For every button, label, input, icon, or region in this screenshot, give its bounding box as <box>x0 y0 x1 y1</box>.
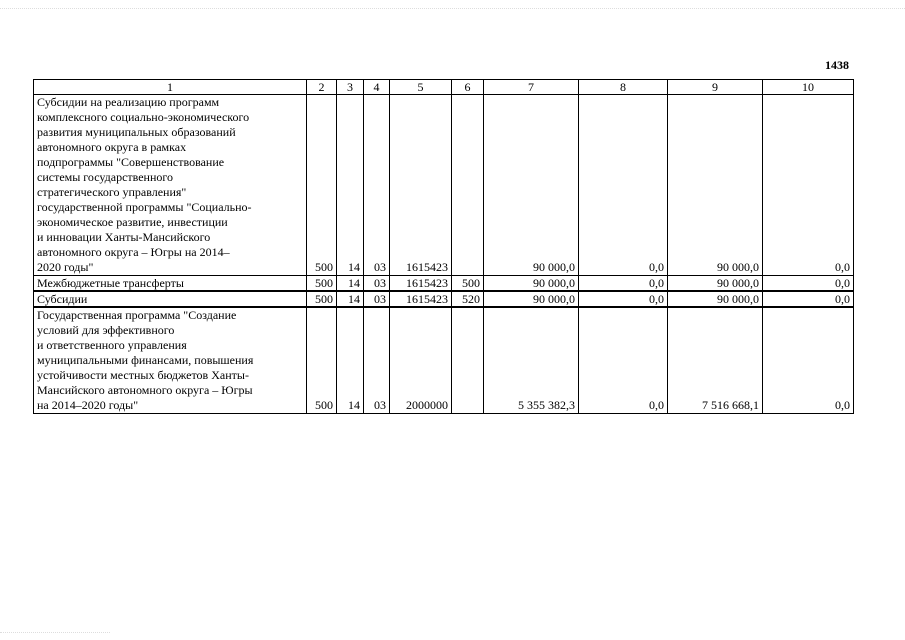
cell-c10: 0,0 <box>763 276 854 292</box>
cell-c8: 0,0 <box>579 307 668 414</box>
cell-c4: 03 <box>364 276 390 292</box>
cell-c10: 0,0 <box>763 291 854 307</box>
cell-c9: 90 000,0 <box>668 291 763 307</box>
scan-noise-top <box>0 8 905 11</box>
header-cell: 9 <box>668 80 763 95</box>
row-name: Межбюджетные трансферты <box>34 276 307 292</box>
cell-c9: 90 000,0 <box>668 276 763 292</box>
cell-c4: 03 <box>364 307 390 414</box>
cell-c10: 0,0 <box>763 95 854 276</box>
cell-c9: 90 000,0 <box>668 95 763 276</box>
page-number: 1438 <box>825 58 849 72</box>
cell-c7: 90 000,0 <box>484 291 579 307</box>
scan-noise-bottom <box>0 632 110 635</box>
cell-c2: 500 <box>307 95 337 276</box>
table-row <box>34 307 854 414</box>
cell-c6: 520 <box>452 291 484 307</box>
row-name: Субсидии на реализацию программ комплексного социально-экономического развития муниципальных образований автономного округа в рамках подпрограммы "Совершенствование системы государственного стратегического управления" государственной программы "Социально- экономическое развитие, инвестиции и инновации Ханты-Мансийского автономного округа – Югры на 2014– 2020 годы" <box>34 95 307 276</box>
cell-c7: 90 000,0 <box>484 95 579 276</box>
cell-c7: 5 355 382,3 <box>484 307 579 414</box>
cell-c8: 0,0 <box>579 291 668 307</box>
table-header-row <box>34 80 854 95</box>
header-cell: 6 <box>452 80 484 95</box>
budget-table <box>33 79 854 414</box>
cell-c3: 14 <box>337 291 364 307</box>
table-row <box>34 276 854 292</box>
cell-c5: 1615423 <box>390 291 452 307</box>
cell-c3: 14 <box>337 307 364 414</box>
cell-c6 <box>452 307 484 414</box>
table-row <box>34 95 854 276</box>
cell-c8: 0,0 <box>579 276 668 292</box>
cell-c2: 500 <box>307 307 337 414</box>
header-cell: 8 <box>579 80 668 95</box>
header-cell: 1 <box>34 80 307 95</box>
cell-c8: 0,0 <box>579 95 668 276</box>
table-row <box>34 291 854 307</box>
header-cell: 7 <box>484 80 579 95</box>
cell-c5: 1615423 <box>390 95 452 276</box>
cell-c6: 500 <box>452 276 484 292</box>
row-name: Государственная программа "Создание условий для эффективного и ответственного управления муниципальными финансами, повышения устойчивости местных бюджетов Ханты- Мансийского автономного округа – Югры на 2014–2020 годы" <box>34 307 307 414</box>
cell-c5: 1615423 <box>390 276 452 292</box>
header-cell: 10 <box>763 80 854 95</box>
row-name: Субсидии <box>34 291 307 307</box>
cell-c4: 03 <box>364 291 390 307</box>
cell-c9: 7 516 668,1 <box>668 307 763 414</box>
cell-c10: 0,0 <box>763 307 854 414</box>
header-cell: 4 <box>364 80 390 95</box>
header-cell: 5 <box>390 80 452 95</box>
cell-c2: 500 <box>307 291 337 307</box>
cell-c7: 90 000,0 <box>484 276 579 292</box>
cell-c6 <box>452 95 484 276</box>
cell-c3: 14 <box>337 95 364 276</box>
header-cell: 2 <box>307 80 337 95</box>
cell-c3: 14 <box>337 276 364 292</box>
header-cell: 3 <box>337 80 364 95</box>
cell-c2: 500 <box>307 276 337 292</box>
cell-c5: 2000000 <box>390 307 452 414</box>
cell-c4: 03 <box>364 95 390 276</box>
